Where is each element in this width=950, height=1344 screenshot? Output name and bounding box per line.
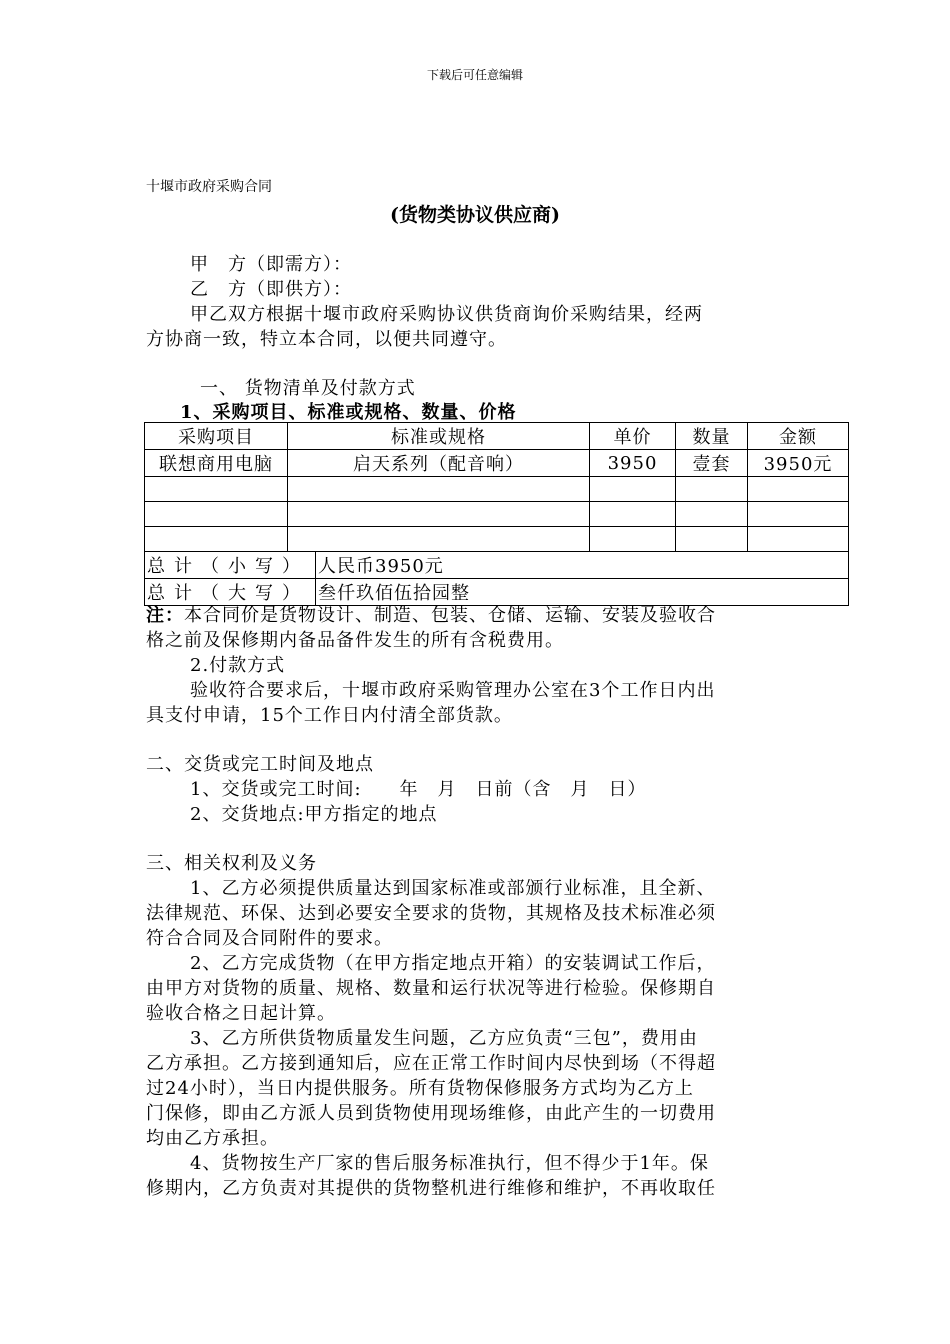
intro-line-2: 方协商一致，特立本合同，以便共同遵守。: [146, 329, 507, 350]
cell-qty: 壹套: [676, 450, 748, 477]
cell-amount: [748, 527, 849, 552]
section3-line: 符合合同及合同附件的要求。: [146, 928, 393, 949]
note-text: 本合同价是货物设计、制造、包装、仓储、运输、安装及验收合: [184, 605, 716, 626]
section3-line: 均由乙方承担。: [146, 1128, 279, 1149]
table-row: [145, 477, 849, 502]
table-row: [145, 527, 849, 552]
section3-line: 1、乙方必须提供质量达到国家标准或部颁行业标准，且全新、: [190, 878, 716, 899]
header-cell-spec: 标准或规格: [288, 423, 590, 450]
section1-subtitle: 1、采购项目、标准或规格、数量、价格: [180, 402, 517, 423]
total-big-value: 叁仟玖佰伍拾园整: [316, 579, 849, 606]
section3-title: 三、相关权利及义务: [146, 853, 317, 874]
cell-item: [145, 477, 288, 502]
cell-qty: [676, 477, 748, 502]
note-line-1: [146, 601, 716, 627]
cell-amount: [748, 502, 849, 527]
party-b-line: 乙 方（即供方）：: [190, 279, 352, 300]
section3-line: 验收合格之日起计算。: [146, 1003, 336, 1024]
cell-item: [145, 527, 288, 552]
goods-table: [144, 422, 849, 606]
note-label: 注：: [146, 605, 184, 626]
page-header: 下载后可任意编辑: [426, 68, 523, 82]
section3-line: 乙方承担。乙方接到通知后，应在正常工作时间内尽快到场（不得超: [146, 1053, 716, 1074]
section2-title: 二、交货或完工时间及地点: [146, 754, 374, 775]
section3-line: 过24小时），当日内提供服务。所有货物保修服务方式均为乙方上: [146, 1078, 694, 1099]
cell-amount: [748, 477, 849, 502]
cell-qty: [676, 527, 748, 552]
payment-line-1: 验收符合要求后，十堰市政府采购管理办公室在3个工作日内出: [190, 680, 716, 701]
section3-line: 修期内，乙方负责对其提供的货物整机进行维修和维护，不再收取任: [146, 1178, 716, 1199]
cell-price: [590, 527, 676, 552]
table-header-row: [145, 423, 849, 450]
document-subtitle: (货物类协议供应商): [390, 204, 560, 226]
cell-amount: 3950元: [748, 450, 849, 477]
payment-title: 2.付款方式: [190, 655, 286, 676]
header-cell-item: 采购项目: [145, 423, 288, 450]
note-line-2: 格之前及保修期内备品备件发生的所有含税费用。: [146, 630, 564, 651]
total-big-label: 总计（大写）: [145, 579, 316, 606]
table-row: [145, 450, 849, 477]
cell-spec: [288, 477, 590, 502]
section2-item-1: 1、交货或完工时间: 年 月 日前（含 月 日）: [190, 779, 647, 800]
section2-item-2: 2、交货地点:甲方指定的地点: [190, 804, 438, 825]
section3-line: 由甲方对货物的质量、规格、数量和运行状况等进行检验。保修期自: [146, 978, 716, 999]
cell-price: [590, 477, 676, 502]
section3-line: 3、乙方所供货物质量发生问题，乙方应负责“三包”，费用由: [190, 1028, 698, 1049]
header-cell-price: 单价: [590, 423, 676, 450]
total-small-label: 总计（小写）: [145, 552, 316, 579]
cell-qty: [676, 502, 748, 527]
header-cell-amount: 金额: [748, 423, 849, 450]
total-small-row: [145, 552, 849, 579]
table-row: [145, 502, 849, 527]
cell-item: [145, 502, 288, 527]
section3-line: 4、货物按生产厂家的售后服务标准执行，但不得少于1年。保: [190, 1153, 709, 1174]
section3-line: 2、乙方完成货物（在甲方指定地点开箱）的安装调试工作后，: [190, 953, 716, 974]
total-small-value: 人民币3950元: [316, 552, 849, 579]
section3-line: 法律规范、环保、达到必要安全要求的货物，其规格及技术标准必须: [146, 903, 716, 924]
section1-title: 一、 货物清单及付款方式: [200, 378, 416, 399]
cell-spec: [288, 502, 590, 527]
cell-spec: 启天系列（配音响）: [288, 450, 590, 477]
cell-spec: [288, 527, 590, 552]
intro-line-1: 甲乙双方根据十堰市政府采购协议供货商询价采购结果，经两: [190, 304, 703, 325]
section3-line: 门保修，即由乙方派人员到货物使用现场维修，由此产生的一切费用: [146, 1103, 716, 1124]
payment-line-2: 具支付申请，15个工作日内付清全部货款。: [146, 705, 513, 726]
party-a-line: 甲 方（即需方）：: [190, 254, 352, 275]
header-cell-qty: 数量: [676, 423, 748, 450]
cell-price: [590, 502, 676, 527]
document-title: 十堰市政府采购合同: [146, 179, 272, 195]
cell-price: 3950: [590, 450, 676, 477]
cell-item: 联想商用电脑: [145, 450, 288, 477]
